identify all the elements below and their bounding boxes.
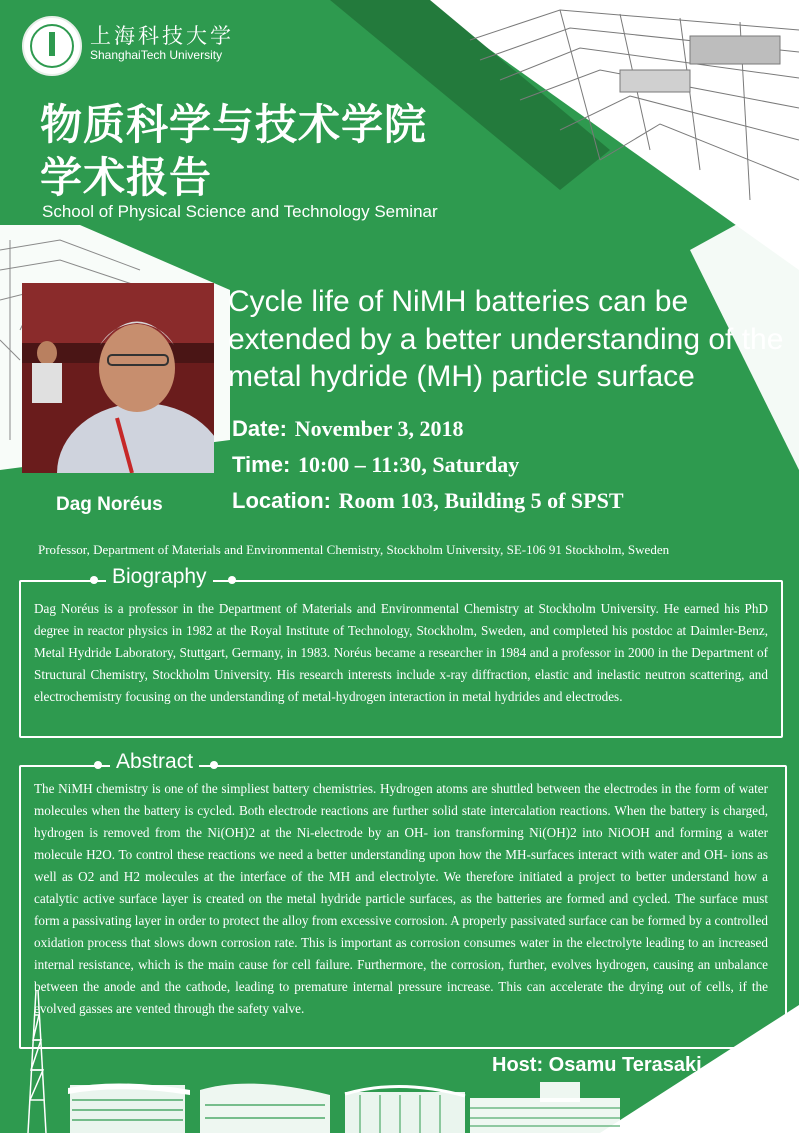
abstract-text: The NiMH chemistry is one of the simpliest battery chemistries. Hydrogen atoms are shuttled between the electrodes in the form of water molecules when the battery is cycled. Both electrode reactions are further solid state intercalation reactions. When the battery is charged, hydrogen is removed from the Ni(OH)2 at the Ni-electrode by an OH- ion transforming Ni(OH)2 into NiOOH and forming a water molecule H2O. To control these reactions we need a better understanding upon how the MH-surfaces interact with water and OH- ions as well as O2 and H2 molecules at the interface of the MH and electrolyte. We therefore initiated a project to better understand how a catalytic active surface layer is created on the metal hydride particle surfaces, as the batteries are formed and cycled. The surface must form a passivating layer in order to protect the alloy from excessive corrosion. A properly passivated surface can be formed by a controlled oxidation process that slows down corrosion rate. This is important as corrosion consumes water in the electrolyte leading to an increased internal resistance, which is the main cause for cell failure. Furthermore, the corrosion, further, evolves hydrogen, causing an unbalance between the anode and the cathode, leading to premature internal pressure increase. This can accelerate the drying out of cells, if the evolved gasses are vented through the safety valve. xyxy=(34,781,768,1016)
university-name-cn: 上海科技大学 xyxy=(90,25,234,48)
time-label: Time: xyxy=(232,452,291,477)
abstract-heading: Abstract xyxy=(110,750,199,774)
date-value: November 3, 2018 xyxy=(294,416,464,441)
date-line xyxy=(232,416,464,442)
speaker-affiliation: Professor, Department of Materials and Environmental Chemistry, Stockholm University, SE-106 91 Stockholm, Sweden xyxy=(38,542,670,557)
biography-text: Dag Noréus is a professor in the Department of Materials and Environmental Chemistry at Stockholm University. He earned his PhD degree in reactor physics in 1982 at the Royal Institute of Technology, Stockholm, Sweden, and completed his postdoc at Daimler-Benz, Metal Hydride Laboratory, Stuttgart, Germany, in 1983. Noréus became a researcher in 1984 and a professor in 2000 in the Department of Structural Chemistry, Stockholm University. His research interests include x-ray diffraction, elastic and inelastic neutron scattering, and electrochemistry focusing on the understanding of metal-hydrogen interaction in metal hydrides and electrodes. xyxy=(34,601,768,704)
time-value: 10:00 – 11:30, Saturday xyxy=(297,452,520,477)
biography-heading: Biography xyxy=(106,565,213,589)
seal-tower-glyph xyxy=(49,32,55,56)
speaker-name: Dag Noréus xyxy=(56,494,163,515)
talk-title: Cycle life of NiMH batteries can be extended by a better understanding of the metal hydride (MH) particle surface xyxy=(228,285,784,393)
location-value: Room 103, Building 5 of SPST xyxy=(338,488,624,513)
location-label: Location: xyxy=(232,488,331,513)
bullet-dot-icon xyxy=(94,761,102,769)
bullet-dot-icon xyxy=(90,576,98,584)
speaker-photo xyxy=(22,283,214,473)
location-line xyxy=(232,488,624,514)
shanghaitech-seal-icon xyxy=(22,16,82,76)
host-name: Host: Osamu Terasaki xyxy=(492,1054,702,1076)
speaker-photo-illustration xyxy=(22,283,214,473)
bullet-dot-icon xyxy=(210,761,218,769)
bullet-dot-icon xyxy=(228,576,236,584)
university-name-en: ShanghaiTech University xyxy=(90,48,223,62)
poster-title-cn-line2: 学术报告 xyxy=(40,154,213,201)
poster-title-cn-line1: 物质科学与技术学院 xyxy=(40,101,428,148)
time-line xyxy=(232,452,519,478)
date-label: Date: xyxy=(232,416,288,441)
poster-title-en: School of Physical Science and Technology Seminar xyxy=(42,202,438,221)
